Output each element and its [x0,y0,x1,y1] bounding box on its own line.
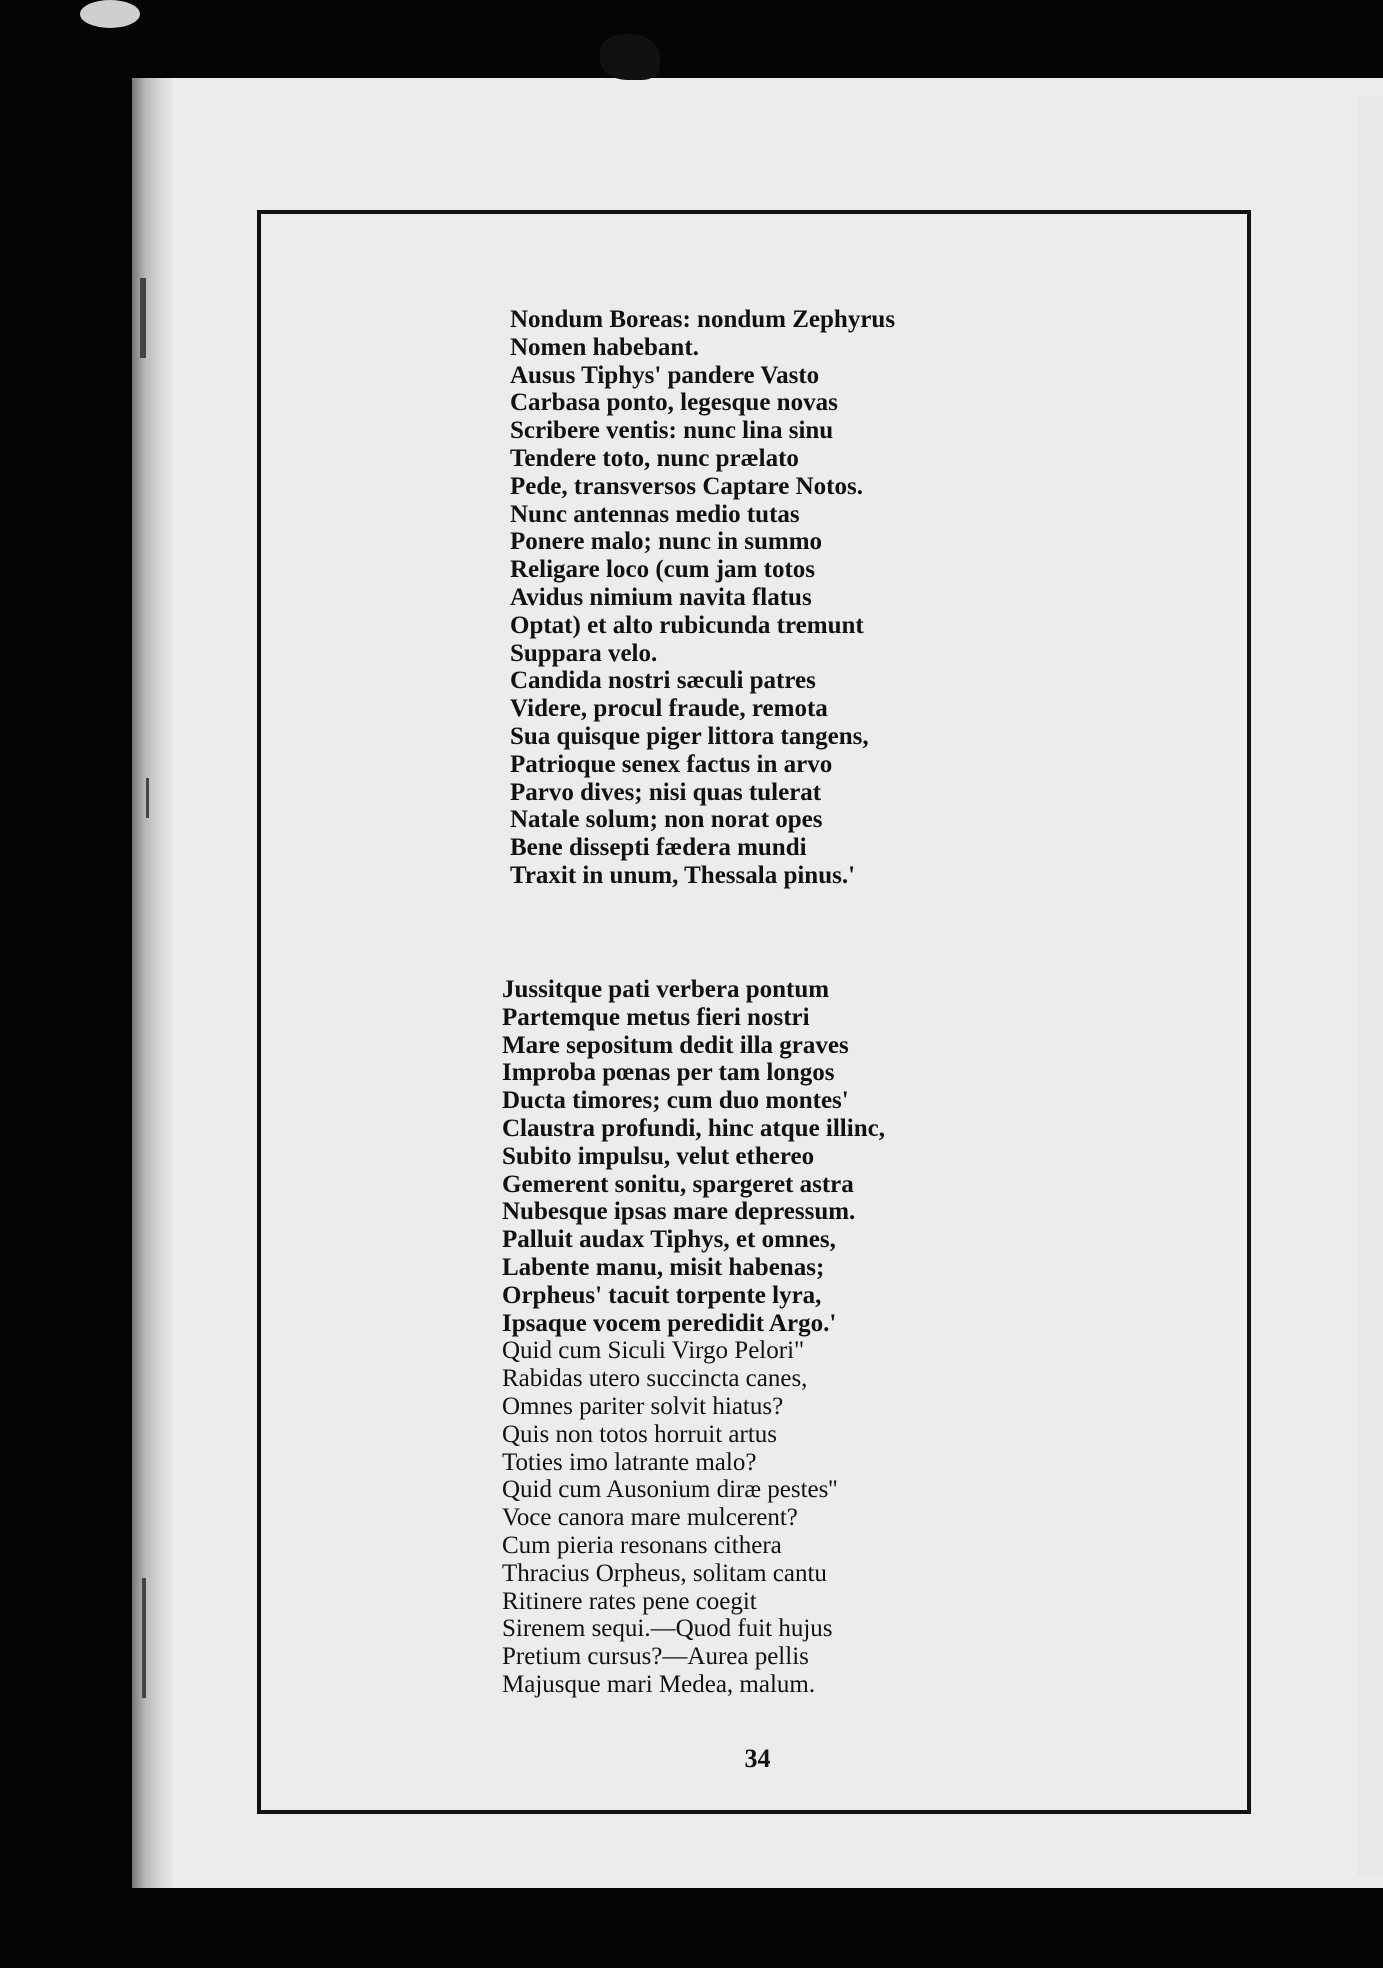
verse-line: Ipsaque vocem peredidit Argo.' [502,1309,837,1337]
verse-line: Nunc antennas medio tutas [510,500,800,528]
verse-line: Majusque mari Medea, malum. [502,1670,816,1698]
verse-line: Pretium cursus?—Aurea pellis [502,1643,809,1671]
verse-line: Ausus Tiphys' pandere Vasto [510,361,820,389]
verse-line: Nondum Boreas: nondum Zephyrus [510,306,896,333]
verse-line: Jussitque pati verbera pontum [502,976,830,1003]
verse-line: Partemque metus fieri nostri [502,1003,810,1031]
verse-line: Avidus nimium navita flatus [510,583,812,611]
verse-line: Mare sepositum dedit illa graves [502,1031,849,1059]
verse-line: Ritinere rates pene coegit [502,1587,757,1615]
verse-line: Optat) et alto rubicunda tremunt [510,611,864,639]
book-page [132,78,1383,1888]
verse-line: Natale solum; non norat opes [510,806,823,834]
spine-shadow [142,1578,146,1698]
verse-line: Toties imo latrante malo? [502,1448,757,1476]
verse-line: Voce canora mare mulcerent? [502,1504,798,1532]
verse-line: Scribere ventis: nunc lina sinu [510,417,834,445]
verse-line: Ducta timores; cum duo montes' [502,1087,849,1115]
poem-stanza-2 [502,976,885,1699]
verse-line: Labente manu, misit habenas; [502,1253,825,1281]
spine-shadow [140,278,146,358]
verse-line: Subito impulsu, velut ethereo [502,1142,815,1170]
verse-line: Thracius Orpheus, solitam cantu [502,1559,827,1587]
verse-line: Patrioque senex factus in arvo [510,750,833,778]
verse-line: Palluit audax Tiphys, et omnes, [502,1226,836,1254]
facing-page-edge [1357,96,1383,1876]
verse-line: Quid cum Siculi Virgo Pelori" [502,1337,805,1365]
verse-line: Carbasa ponto, legesque novas [510,389,838,417]
verse-line: Nomen habebant. [510,333,699,361]
scan-debris [80,0,140,28]
verse-line: Candida nostri sæculi patres [510,667,816,695]
book-spine [132,78,172,1888]
verse-line: Gemerent sonitu, spargeret astra [502,1170,854,1198]
verse-line: Improba pœnas per tam longos [502,1059,835,1087]
verse-line: Tendere toto, nunc prælato [510,444,799,472]
verse-line: Omnes pariter solvit hiatus? [502,1392,784,1420]
verse-line: Nubesque ipsas mare depressum. [502,1198,856,1226]
verse-line: Rabidas utero succincta canes, [502,1365,808,1393]
page-number: 34 [744,1744,771,1773]
verse-line: Cum pieria resonans cithera [502,1531,782,1559]
verse-line: Religare loco (cum jam totos [510,556,816,584]
verse-line: Sirenem sequi.—Quod fuit hujus [502,1615,833,1643]
verse-line: Parvo dives; nisi quas tulerat [510,778,822,806]
verse-line: Ponere malo; nunc in summo [510,528,823,556]
verse-line: Quid cum Ausonium diræ pestes'' [502,1476,838,1504]
verse-line: Videre, procul fraude, remota [510,695,828,723]
scan-debris [600,34,660,80]
verse-line: Suppara velo. [510,639,658,667]
verse-line: Bene dissepti fædera mundi [510,834,807,862]
verse-line: Pede, transversos Captare Notos. [510,472,863,500]
poem-stanza-1 [510,306,895,890]
verse-line: Sua quisque piger littora tangens, [510,722,869,750]
verse-line: Orpheus' tacuit torpente lyra, [502,1281,822,1309]
verse-line: Claustra profundi, hinc atque illinc, [502,1114,885,1142]
verse-line: Quis non totos horruit artus [502,1420,777,1448]
spine-shadow [146,778,149,818]
verse-line: Traxit in unum, Thessala pinus.' [510,861,856,889]
